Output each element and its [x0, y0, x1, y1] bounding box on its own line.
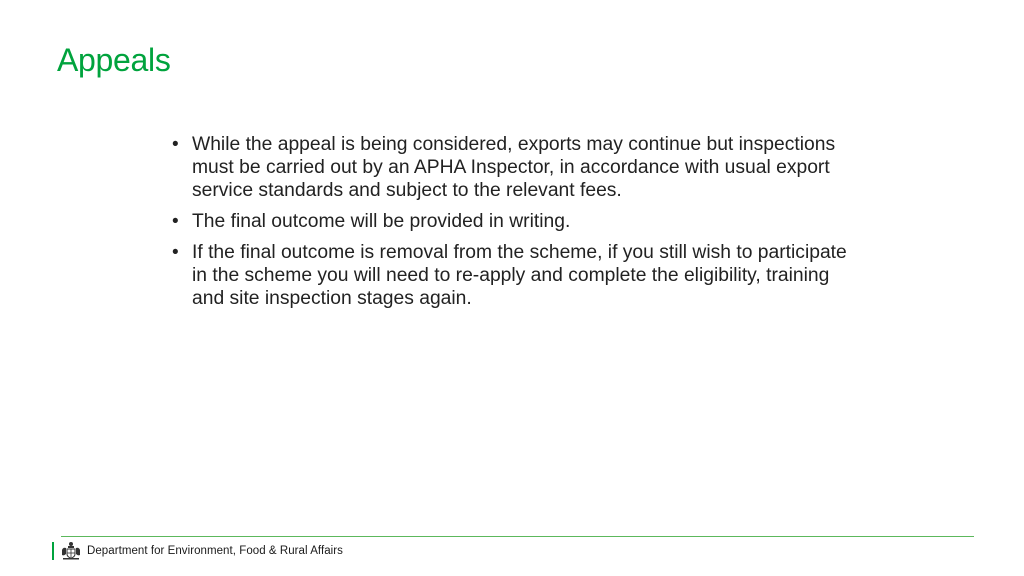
bullet-item	[172, 210, 862, 233]
footer-brand	[52, 541, 343, 561]
bullet-item	[172, 133, 862, 202]
bullet-item	[172, 241, 862, 310]
organisation-name: Department for Environment, Food & Rural Affairs	[87, 545, 343, 557]
bullet-text: The final outcome will be provided in writing.	[192, 211, 571, 232]
bullet-marker: •	[172, 211, 179, 232]
bullet-marker: •	[172, 134, 179, 155]
bullet-text: While the appeal is being considered, exports may continue but inspections must be carried out by an APHA Inspector, in accordance with usual export service standards and subject to the relevant fees.	[192, 134, 836, 201]
bullet-marker: •	[172, 242, 179, 263]
brand-accent-bar	[52, 542, 54, 560]
royal-coat-of-arms-icon	[60, 541, 82, 561]
footer-divider	[61, 536, 974, 537]
slide-title: Appeals	[57, 42, 171, 78]
bullet-text: If the final outcome is removal from the scheme, if you still wish to participate in the scheme you will need to re-apply and complete the eligibility, training and site inspection stages again.	[192, 242, 847, 309]
bullet-list	[172, 133, 862, 318]
